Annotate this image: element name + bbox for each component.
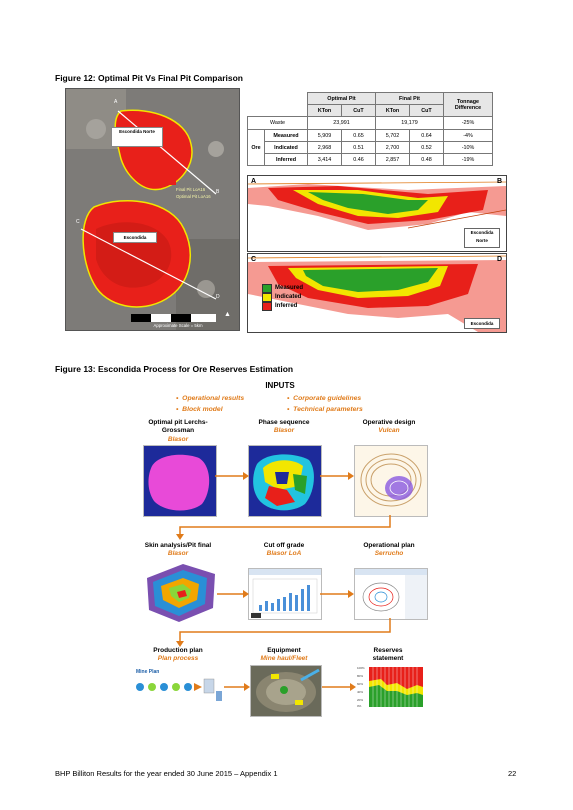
- arrow-right-icon: [320, 470, 354, 482]
- arrow-right-icon: [320, 588, 354, 600]
- section-ab-mark-a: A: [251, 178, 257, 185]
- arrow-connector-icon: [170, 515, 400, 540]
- section-ab-box: Escondida Norte: [464, 228, 500, 248]
- input-item: • Corporate guidelines: [287, 395, 362, 402]
- header-kton-optimal: KTon: [308, 105, 342, 117]
- arrow-right-icon: [215, 470, 249, 482]
- cell-indicated-o-kton: 2,968: [308, 142, 342, 154]
- step-7-image: [132, 667, 224, 705]
- cell-inferred-f-cut: 0.48: [410, 154, 444, 166]
- cell-indicated-diff: -10%: [444, 142, 493, 154]
- map-label-norte: Escondida Norte: [111, 127, 163, 147]
- map-legend: [176, 186, 211, 200]
- cell-inferred-f-kton: 2,857: [376, 154, 410, 166]
- legend-label-inferred: Inferred: [275, 303, 298, 309]
- arrow-right-icon: [217, 588, 249, 600]
- pit-map: [65, 88, 240, 331]
- legend-inferred: [262, 302, 303, 311]
- step-8-image: [250, 665, 322, 717]
- section-cd: [247, 253, 507, 333]
- section-cd-mark-d: D: [496, 256, 502, 263]
- cell-waste-final: 19,179: [376, 117, 444, 130]
- row-label-inferred: Inferred: [265, 154, 308, 166]
- svg-text:60%: 60%: [357, 682, 364, 686]
- section-cd-box: Escondida: [464, 318, 500, 329]
- section-cd-mark-c: C: [251, 256, 257, 263]
- section-ab: [247, 175, 507, 252]
- map-mark-d: D: [216, 294, 220, 300]
- step-5-image: [248, 568, 322, 620]
- step-9-title: Reserves statement: [372, 647, 404, 662]
- legend-label-indicated: Indicated: [275, 294, 302, 300]
- figure-13-title: Figure 13: Escondida Process for Ore Reserves Estimation: [55, 364, 294, 374]
- figure-12-title: Figure 12: Optimal Pit Vs Final Pit Comparison: [55, 73, 243, 83]
- input-item: • Operational results: [176, 395, 245, 402]
- svg-text:80%: 80%: [357, 674, 364, 678]
- step-4-title: Skin analysis/Pit final: [144, 542, 212, 549]
- cell-measured-o-kton: 5,909: [308, 130, 342, 142]
- map-mark-a: A: [114, 99, 118, 105]
- row-waste-label: Waste: [248, 117, 308, 130]
- comparison-table: [247, 92, 493, 166]
- cell-inferred-diff: -19%: [444, 154, 493, 166]
- page-number: 22: [508, 769, 517, 778]
- legend-indicated: [262, 293, 303, 302]
- header-final-pit: Final Pit: [376, 93, 444, 105]
- legend-measured: [262, 284, 303, 293]
- cell-measured-diff: -4%: [444, 130, 493, 142]
- step-8-tool: Mine haul/Fleet: [260, 655, 308, 662]
- north-arrow-icon: ▲: [224, 311, 231, 318]
- cell-indicated-o-cut: 0.51: [342, 142, 376, 154]
- row-label-measured: Measured: [265, 130, 308, 142]
- step-3-title: Operative design: [362, 419, 416, 426]
- step-2-title: Phase sequence: [258, 419, 310, 426]
- step-6-tool: Serrucho: [374, 550, 404, 557]
- svg-text:40%: 40%: [357, 690, 364, 694]
- arrow-connector-icon: [170, 618, 400, 648]
- cell-indicated-f-kton: 2,700: [376, 142, 410, 154]
- step-1-tool: Blasor: [167, 436, 189, 443]
- step-6-title: Operational plan: [363, 542, 415, 549]
- step-6-image: [354, 568, 428, 620]
- row-ore-label: Ore: [248, 130, 265, 166]
- inputs-left-list: [176, 393, 244, 415]
- section-ab-mark-b: B: [496, 178, 502, 185]
- header-cut-final: CuT: [410, 105, 444, 117]
- step-7-title: Production plan: [153, 647, 203, 654]
- header-optimal-pit: Optimal Pit: [308, 93, 376, 105]
- step-7-tool: Plan process: [157, 655, 199, 662]
- svg-text:100%: 100%: [357, 666, 365, 670]
- cell-indicated-f-cut: 0.52: [410, 142, 444, 154]
- arrow-right-icon: [322, 681, 356, 693]
- map-mark-c: C: [76, 219, 80, 225]
- step-4-image: [143, 560, 218, 625]
- step-1-image: [143, 445, 217, 517]
- pit-map-graphic: [66, 89, 239, 330]
- inputs-right-list: [287, 393, 363, 415]
- step-8-title: Equipment: [267, 647, 301, 654]
- map-scale-text: Approximate Scale = 5km: [153, 323, 203, 328]
- header-cut-optimal: CuT: [342, 105, 376, 117]
- map-label-escondida: Escondida: [113, 232, 157, 243]
- svg-text:20%: 20%: [357, 698, 364, 702]
- map-legend-final: Final Pit LoA16: [176, 187, 206, 192]
- step-9-image: [357, 665, 425, 717]
- header-tonnage-difference: Tonnage Difference: [444, 93, 493, 117]
- inputs-heading: INPUTS: [265, 381, 295, 390]
- legend-swatch-indicated: [262, 293, 272, 302]
- legend-swatch-measured: [262, 284, 272, 293]
- header-kton-final: KTon: [376, 105, 410, 117]
- legend-label-measured: Measured: [275, 285, 304, 291]
- cell-measured-f-kton: 5,702: [376, 130, 410, 142]
- mine-plan-label: Mine Plan: [136, 669, 160, 675]
- arrow-right-icon: [224, 681, 250, 693]
- map-legend-optimal: Optimal Pit LoA16: [176, 194, 211, 199]
- step-3-tool: Vulcan: [378, 427, 400, 434]
- comparison-table-wrap: [247, 92, 493, 166]
- cell-waste-diff: -25%: [444, 117, 493, 130]
- input-item: • Technical parameters: [287, 406, 363, 413]
- step-1-title: Optimal pit Lerchs-Grossman: [148, 419, 208, 434]
- cell-inferred-o-kton: 3,414: [308, 154, 342, 166]
- section-legend: [262, 284, 303, 311]
- cell-measured-f-cut: 0.64: [410, 130, 444, 142]
- cell-waste-optimal: 23,991: [308, 117, 376, 130]
- step-5-tool: Blasor LoA: [266, 550, 302, 557]
- step-3-image: [354, 445, 428, 517]
- row-label-indicated: Indicated: [265, 142, 308, 154]
- step-4-tool: Blasor: [167, 550, 189, 557]
- input-item: • Block model: [176, 406, 223, 413]
- legend-swatch-inferred: [262, 302, 272, 311]
- map-mark-b: B: [216, 189, 220, 195]
- footer-text: BHP Billiton Results for the year ended 30 June 2015 – Appendix 1: [55, 769, 278, 778]
- svg-text:0%: 0%: [357, 704, 362, 708]
- step-2-tool: Blasor: [273, 427, 295, 434]
- step-2-image: [248, 445, 322, 517]
- step-5-title: Cut off grade: [263, 542, 305, 549]
- cell-measured-o-cut: 0.65: [342, 130, 376, 142]
- cell-inferred-o-cut: 0.46: [342, 154, 376, 166]
